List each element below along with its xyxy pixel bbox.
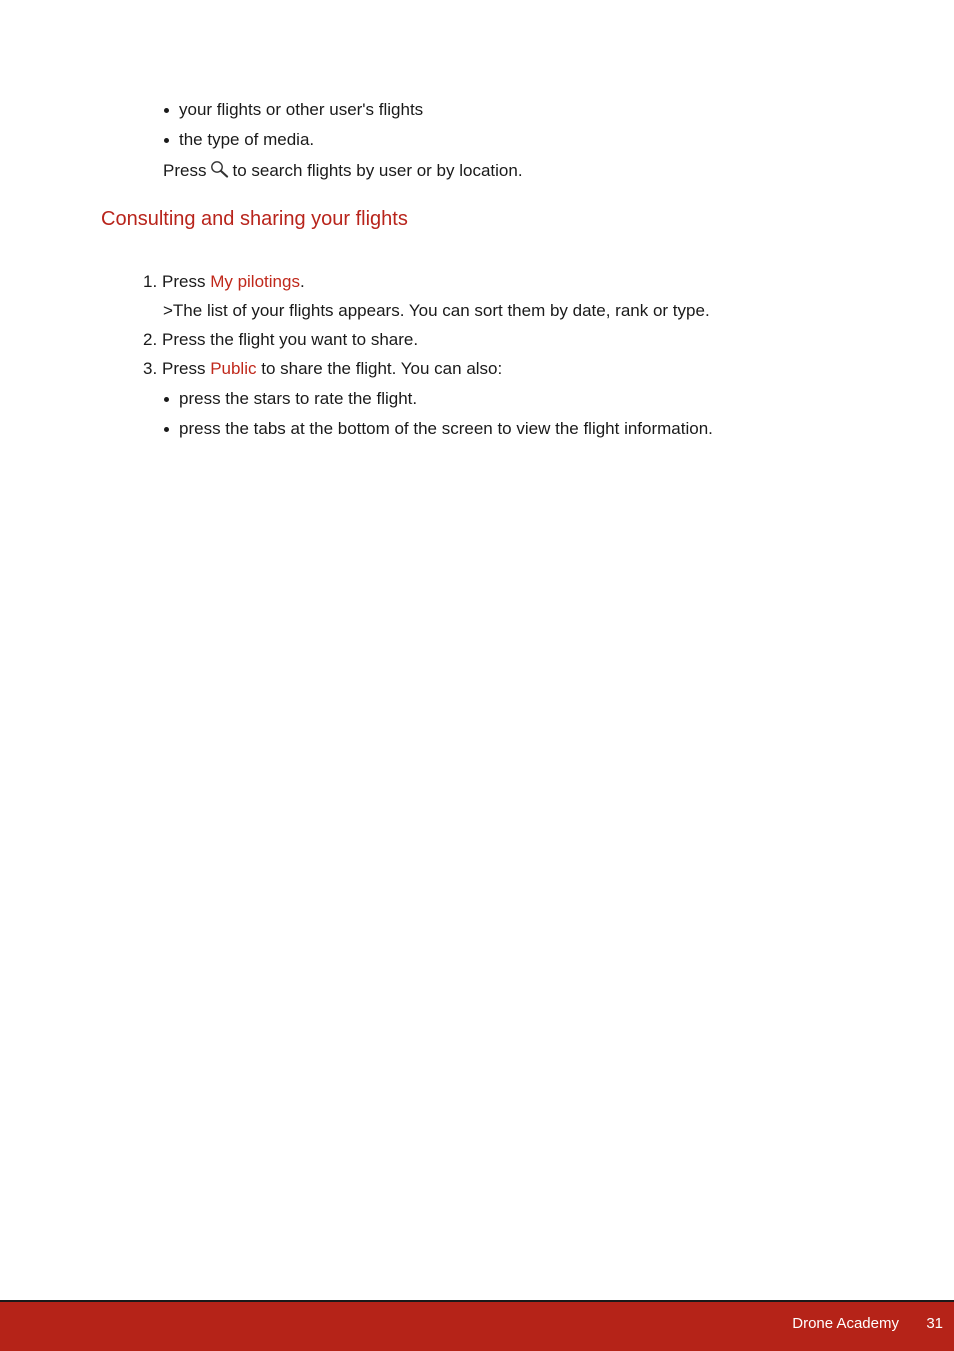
step-2: Press the flight you want to share. bbox=[162, 330, 419, 349]
sub-bullet-1: press the stars to rate the flight. bbox=[179, 389, 418, 408]
bullet-dot bbox=[164, 397, 169, 402]
bullet-dot bbox=[164, 108, 169, 113]
intro-bullet-1: your flights or other user's flights bbox=[179, 100, 424, 119]
step-1-result: >The list of your flights appears. You can sort them by date, rank or type. bbox=[163, 301, 710, 320]
search-prefix: Press bbox=[163, 161, 207, 180]
bullet-dot bbox=[164, 427, 169, 432]
step-number: 1. bbox=[143, 272, 158, 291]
step-number: 3. bbox=[143, 359, 158, 378]
my-pilotings-link[interactable]: My pilotings bbox=[210, 272, 300, 291]
intro-bullet-2: the type of media. bbox=[179, 130, 315, 149]
section-heading: Consulting and sharing your flights bbox=[101, 208, 408, 230]
step-1-prefix: Press bbox=[162, 272, 211, 291]
public-link[interactable]: Public bbox=[210, 359, 257, 378]
page-number: 31 bbox=[926, 1315, 943, 1332]
bullet-dot bbox=[164, 138, 169, 143]
search-instruction bbox=[163, 160, 523, 181]
search-suffix: to search flights by user or by location. bbox=[232, 161, 523, 180]
page-footer bbox=[0, 1300, 954, 1351]
step-3-suffix: to share the flight. You can also: bbox=[256, 359, 503, 378]
footer-title: Drone Academy bbox=[792, 1315, 899, 1332]
step-1-suffix: . bbox=[299, 272, 305, 291]
step-3-prefix: Press bbox=[162, 359, 211, 378]
step-1 bbox=[162, 272, 305, 292]
step-number: 2. bbox=[143, 330, 158, 349]
sub-bullet-2: press the tabs at the bottom of the screen to view the flight information. bbox=[179, 419, 713, 438]
search-icon bbox=[210, 160, 230, 178]
step-3 bbox=[162, 359, 502, 379]
